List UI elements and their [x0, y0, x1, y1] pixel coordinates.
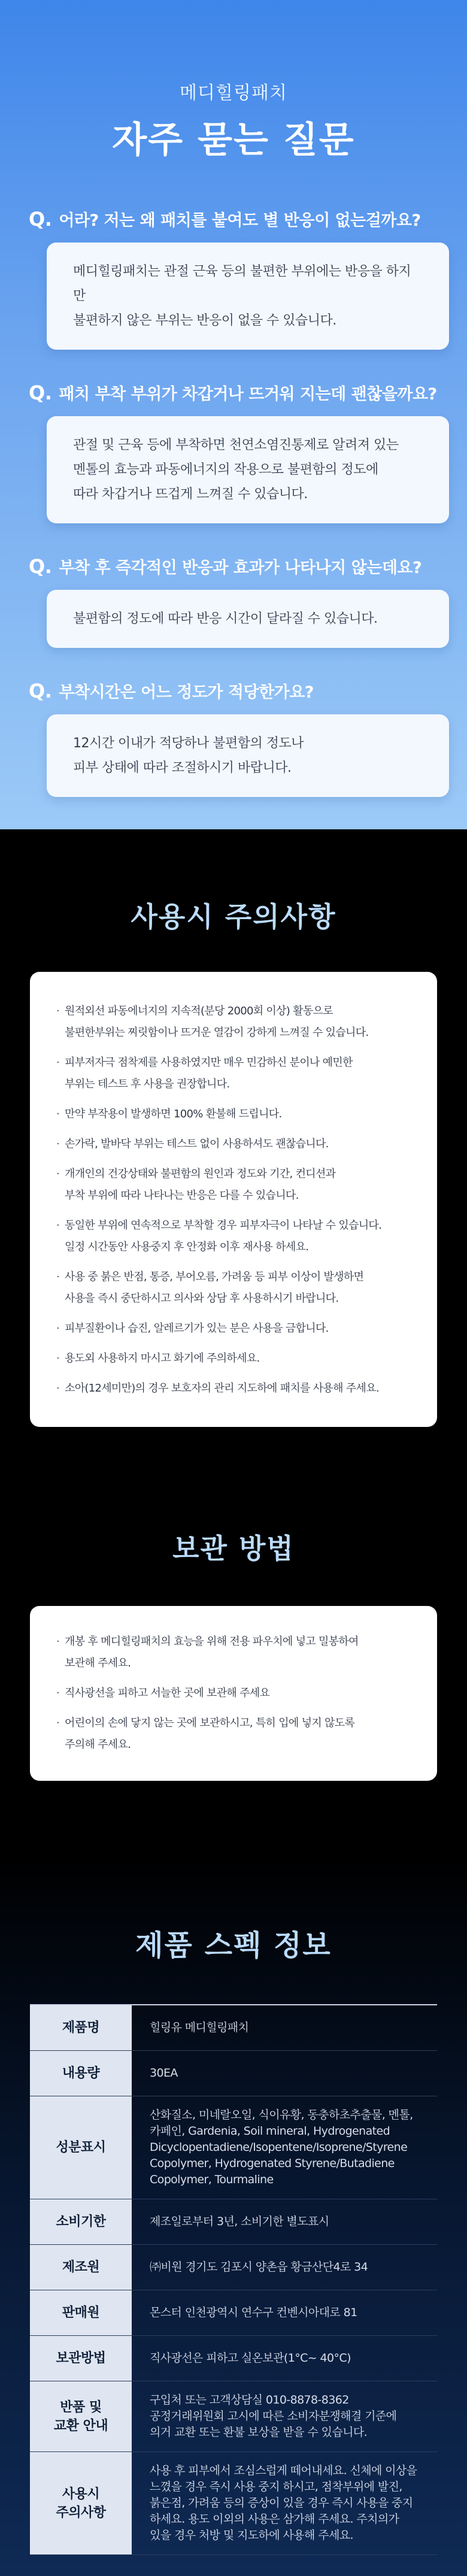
faq-answer-line: 피부 상태에 따라 조절하시기 바랍니다.	[73, 760, 292, 775]
spec-value-line: 카페인, Gardenia, Soil mineral, Hydrogenated	[150, 2125, 390, 2138]
spec-value-line: Copolymer, Tourmaline	[150, 2173, 274, 2186]
spec-value	[132, 2005, 437, 2051]
caution-item	[56, 1104, 419, 1125]
caution-item-line: 불편한부위는 찌릿함이나 뜨거운 열감이 강하게 느껴질 수 있습니다.	[65, 1026, 369, 1039]
spec-section	[0, 1856, 467, 2576]
spec-row	[30, 2096, 437, 2199]
spec-value-line: 몬스터 인천광역시 연수구 컨벤시아대로 81	[150, 2306, 357, 2319]
spec-table	[30, 2004, 437, 2555]
caution-item-line: · 용도외 사용하지 마시고 화기에 주의하세요.	[65, 1352, 260, 1365]
spec-value	[132, 2452, 437, 2555]
spec-value-line: 붉은점, 가려움 등의 증상이 있을 경우 즉시 사용을 중지	[150, 2496, 413, 2510]
spec-row	[30, 2336, 437, 2381]
spec-row	[30, 2381, 437, 2452]
storage-item	[56, 1683, 419, 1704]
caution-item-line: · 소아(12세미만)의 경우 보호자의 관리 지도하에 패치를 사용해 주세요.	[65, 1382, 379, 1395]
storage-list	[30, 1606, 437, 1781]
storage-item-line: · 개봉 후 메디힐링패치의 효능을 위해 전용 파우치에 넣고 밀봉하여	[65, 1635, 359, 1648]
faq-question-text: 부착 후 즉각적인 반응과 효과가 나타나지 않는데요?	[59, 559, 422, 577]
spec-value	[132, 2336, 437, 2381]
storage-item	[56, 1631, 419, 1674]
faq-answer-box	[47, 243, 449, 350]
storage-item-line: 주의해 주세요.	[65, 1738, 131, 1751]
caution-item-line: · 만약 부작용이 발생하면 100% 환불해 드립니다.	[65, 1108, 282, 1120]
caution-item	[56, 1163, 419, 1207]
faq-answer-box	[47, 416, 449, 523]
faq-section	[0, 0, 467, 829]
spec-row	[30, 2005, 437, 2051]
spec-value-line: 제조일로부터 3년, 소비기한 별도표시	[150, 2215, 329, 2228]
faq-answer-box	[47, 714, 449, 797]
caution-item-line: · 동일한 부위에 연속적으로 부착할 경우 피부자극이 나타날 수 있습니다.	[65, 1219, 382, 1232]
spec-row	[30, 2452, 437, 2555]
spec-value-line: 직사광선은 피하고 실온보관(1°C~ 40°C)	[150, 2351, 351, 2365]
caution-item	[56, 1001, 419, 1044]
caution-item-line: · 피부저자극 점착제를 사용하였지만 매우 민감하신 분이나 예민한	[65, 1056, 353, 1069]
caution-item-line: 일정 시간동안 사용중지 후 안정화 이후 재사용 하세요.	[65, 1241, 309, 1253]
question-mark-label: Q.	[29, 555, 52, 578]
spec-row	[30, 2245, 437, 2290]
caution-item-line: 부착 부위에 따라 나타나는 반응은 다를 수 있습니다.	[65, 1189, 299, 1202]
spec-label	[30, 2199, 132, 2245]
spec-value-line: 산화질소, 미네랄오일, 식이유황, 동충하초추출물, 멘톨,	[150, 2108, 413, 2122]
spec-label-line: 제품명	[62, 2020, 100, 2035]
spec-label-line: 내용량	[62, 2066, 100, 2081]
spec-value-line: Dicyclopentadiene/Isopentene/Isoprene/Styrene	[150, 2141, 408, 2154]
faq-answer-line: 멘톨의 효능과 파동에너지의 작용으로 불편함의 정도에	[73, 462, 378, 477]
caution-item-line: · 사용 중 붉은 반점, 통증, 부어오름, 가려움 등 피부 이상이 발생하면	[65, 1271, 364, 1283]
storage-item-line: 보관해 주세요.	[65, 1657, 131, 1669]
spec-label	[30, 2051, 132, 2096]
spec-value-line: 느꼈을 경우 즉시 사용 중지 하시고, 점착부위에 발진,	[150, 2480, 402, 2493]
faq-item	[29, 554, 438, 648]
caution-item	[56, 1215, 419, 1258]
spec-label-line: 사용시	[62, 2486, 100, 2502]
caution-item	[56, 1266, 419, 1310]
question-mark-label: Q.	[29, 381, 52, 404]
spec-value-line: ㈜비원 경기도 김포시 양촌읍 황금산단4로 34	[150, 2260, 368, 2274]
spec-value	[132, 2051, 437, 2096]
spec-label	[30, 2452, 132, 2555]
faq-title: 자주 묻는 질문	[112, 119, 355, 161]
spec-label-line: 제조원	[62, 2260, 100, 2275]
faq-subtitle: 메디힐링패치	[180, 83, 287, 104]
faq-question-text: 부착시간은 어느 정도가 적당한가요?	[59, 683, 314, 702]
caution-item	[56, 1318, 419, 1339]
caution-item	[56, 1378, 419, 1399]
faq-answer-line: 불편하지 않은 부위는 반응이 없을 수 있습니다.	[73, 313, 336, 328]
faq-answer-line: 12시간 이내가 적당하나 불편함의 정도나	[73, 736, 304, 751]
spec-label-line: 소비기한	[56, 2214, 106, 2229]
caution-item	[56, 1134, 419, 1155]
spec-value-line: 공정거래위원회 고시에 따른 소비자분쟁해결 기준에	[150, 2410, 397, 2423]
spec-label	[30, 2381, 132, 2452]
spec-label-line: 반품 및	[60, 2399, 102, 2415]
spec-value	[132, 2199, 437, 2245]
caution-item	[56, 1348, 419, 1369]
caution-item-line: 부위는 테스트 후 사용을 권장합니다.	[65, 1078, 230, 1090]
spec-value-line: 하세요. 용도 이외의 사용은 삼가해 주세요. 주치의가	[150, 2513, 399, 2526]
caution-section	[0, 829, 467, 1503]
caution-item-line: · 개개인의 건강상태와 불편함의 원인과 정도와 기간, 컨디션과	[65, 1168, 336, 1180]
caution-item-line: · 손가락, 발바닥 부위는 테스트 없이 사용하셔도 괜찮습니다.	[65, 1138, 329, 1150]
spec-row	[30, 2290, 437, 2336]
caution-title: 사용시 주의사항	[131, 901, 336, 933]
caution-item	[56, 1052, 419, 1095]
faq-question-text: 패치 부착 부위가 차갑거나 뜨거워 지는데 괜찮을까요?	[59, 385, 437, 404]
question-mark-label: Q.	[29, 680, 52, 702]
storage-item-line: · 직사광선을 피하고 서늘한 곳에 보관해 주세요	[65, 1687, 270, 1699]
storage-title: 보관 방법	[172, 1532, 295, 1565]
storage-item	[56, 1713, 419, 1756]
spec-label-line: 보관방법	[56, 2351, 106, 2366]
faq-question	[29, 207, 438, 231]
faq-answer-line: 관절 및 근육 등에 부착하면 천연소염진통제로 알려져 있는	[73, 438, 399, 453]
faq-question	[29, 679, 438, 702]
faq-answer-line: 불편함의 정도에 따라 반응 시간이 달라질 수 있습니다.	[73, 611, 378, 626]
faq-item	[29, 679, 438, 797]
caution-list	[30, 972, 437, 1427]
spec-value	[132, 2381, 437, 2452]
caution-item-line: 사용을 즉시 중단하시고 의사와 상담 후 사용하시기 바랍니다.	[65, 1292, 339, 1305]
spec-label	[30, 2096, 132, 2199]
faq-answer-line: 메디힐링패치는 관절 근육 등의 불편한 부위에는 반응을 하지만	[73, 264, 411, 304]
faq-item	[29, 207, 438, 350]
storage-section	[0, 1503, 467, 1856]
spec-row	[30, 2051, 437, 2096]
faq-list	[0, 207, 467, 797]
spec-label-line: 주의사항	[56, 2505, 106, 2520]
spec-value-line: 구입처 또는 고객상담실 010-8878-8362	[150, 2393, 349, 2407]
faq-item	[29, 381, 438, 523]
spec-value	[132, 2096, 437, 2199]
spec-title: 제품 스펙 정보	[135, 1929, 332, 1962]
spec-label	[30, 2336, 132, 2381]
spec-value-line: 30EA	[150, 2066, 178, 2080]
faq-question	[29, 381, 438, 404]
caution-item-line: · 피부질환이나 습진, 알레르기가 있는 분은 사용을 금합니다.	[65, 1322, 329, 1335]
question-mark-label: Q.	[29, 208, 52, 231]
spec-label-line: 판매원	[62, 2305, 100, 2320]
faq-answer-line: 따라 차갑거나 뜨겁게 느껴질 수 있습니다.	[73, 487, 308, 502]
faq-question	[29, 554, 438, 578]
spec-value	[132, 2290, 437, 2336]
spec-label-line: 교환 안내	[53, 2418, 108, 2433]
spec-value-line: Copolymer, Hydrogenated Styrene/Butadiene	[150, 2157, 395, 2170]
spec-label-line: 성분표시	[56, 2140, 106, 2155]
spec-value	[132, 2245, 437, 2290]
faq-question-text: 어라? 저는 왜 패치를 붙여도 별 반응이 없는걸까요?	[59, 211, 421, 230]
spec-value-line: 의거 교환 또는 환불 보상을 받을 수 있습니다.	[150, 2426, 368, 2439]
spec-row	[30, 2199, 437, 2245]
spec-label	[30, 2290, 132, 2336]
caution-item-line: · 원적외선 파동에너지의 지속적(분당 2000회 이상) 활동으로	[65, 1005, 333, 1017]
faq-answer-box	[47, 590, 449, 648]
spec-label	[30, 2245, 132, 2290]
spec-value-line: 사용 후 피부에서 조심스럽게 떼어내세요. 신체에 이상을	[150, 2464, 417, 2477]
spec-label	[30, 2005, 132, 2051]
spec-value-line: 힐링유 메디힐링패치	[150, 2021, 249, 2034]
spec-value-line: 있을 경우 처방 및 지도하에 사용해 주세요.	[150, 2529, 353, 2542]
storage-item-line: · 어린이의 손에 닿지 않는 곳에 보관하시고, 특히 입에 넣지 않도록	[65, 1717, 355, 1729]
